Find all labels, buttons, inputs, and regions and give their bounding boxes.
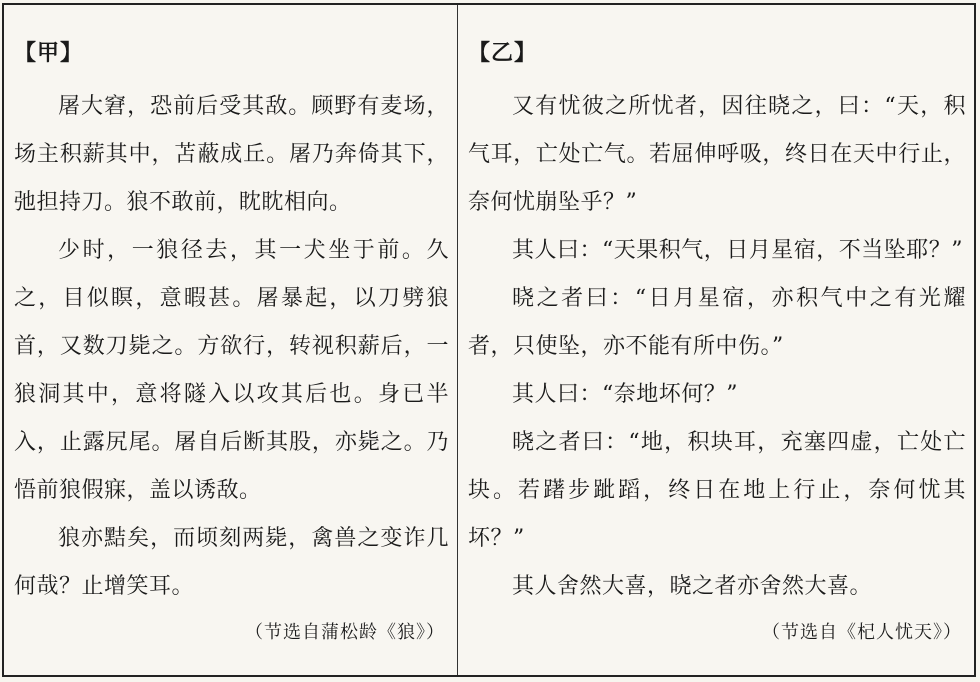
passage-yi-paragraph-6: 其人舍然大喜，晓之者亦舍然大喜。 bbox=[512, 574, 873, 599]
passage-yi-paragraph-4: 其人曰：“奈地坏何？” bbox=[512, 382, 738, 407]
passage-jia-panel bbox=[4, 5, 458, 675]
passage-jia-paragraph-2: 少时，一狼径去，其一犬坐于前。久之，目似瞑，意暇甚。屠暴起，以刀劈狼首，又数刀毙之。方欲行，转视积薪后，一狼洞其中，意将隧入以攻其后也。身已半入，止露尻尾。屠自后断其股，亦毙之。乃悟前狼假寐，盖以诱敌。 bbox=[14, 238, 449, 503]
passage-jia-paragraph-3: 狼亦黠矣，而顷刻两毙，禽兽之变诈几何哉？止增笑耳。 bbox=[14, 526, 449, 599]
passage-yi-paragraph-1: 又有忧彼之所忧者，因往晓之，曰：“天，积气耳，亡处亡气。若屈伸呼吸，终日在天中行止，奈何忧崩坠乎？” bbox=[468, 94, 966, 215]
passage-yi-paragraph-3: 晓之者曰：“日月星宿，亦积气中之有光耀者，只使坠，亦不能有所中伤。” bbox=[468, 286, 966, 359]
passage-comparison-table bbox=[2, 3, 976, 677]
passage-yi-paragraph-2: 其人曰：“天果积气，日月星宿，不当坠耶？” bbox=[512, 238, 963, 263]
passage-jia-paragraph-1: 屠大窘，恐前后受其敌。顾野有麦场，场主积薪其中，苫蔽成丘。屠乃奔倚其下，弛担持刀。狼不敢前，眈眈相向。 bbox=[14, 94, 449, 215]
passage-yi-label: 【乙】 bbox=[468, 41, 538, 66]
passage-jia-source: （节选自蒲松龄《狼》） bbox=[245, 622, 445, 643]
passage-jia-label: 【甲】 bbox=[14, 41, 84, 66]
passage-yi-paragraph-5: 晓之者曰：“地，积块耳，充塞四虚，亡处亡块。若躇步跐蹈，终日在地上行止，奈何忧其坏？” bbox=[468, 430, 966, 551]
passage-yi-source: （节选自《杞人忧天》） bbox=[762, 622, 962, 643]
passage-yi-panel bbox=[458, 5, 974, 675]
